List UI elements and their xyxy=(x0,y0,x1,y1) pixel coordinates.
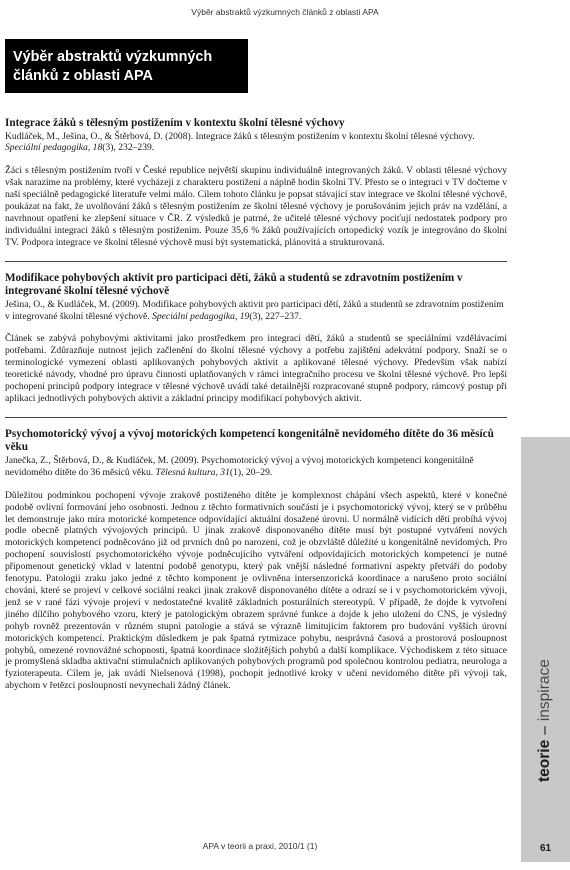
citation-authors: Janečka, Z., Štěrbová, D., & Kudláček, M. (2009). Psychomotorický vývoj a vývoj motorických kompetencí kongenitálně nevidomého dítěte do 36 měsíců věku. xyxy=(5,454,474,478)
citation-pages: (3), 232–239. xyxy=(102,142,155,154)
article-title: Psychomotorický vývoj a vývoj motorických kompetencí kongenitálně nevidomého dítěte do 36 měsíců věku xyxy=(5,427,494,454)
side-tab-word-teorie: teorie xyxy=(536,739,553,782)
article-abstract: Článek se zabývá pohybovými aktivitami jako prostředkem pro integraci dětí, žáků a studentů se speciálními vzdělávacími potřebami. Zdůrazňuje nutnost jejich začlenění do školní tělesné výchovy a potřebu zajištění adekvátní podpory. Snaží se o terminologické vymezení oblasti aplikovaných pohybových aktivit a aplikované tělesné výchovy. Především však nabízí teoretické návody, vhodné pro úpravu činností uplatňovaných v rámci integračního procesu ve školní tělesné výchově. Pro lepší pochopení principů podpory integrace v tělesné výchově uvádí také detailnější rozpracované stupně podpory, rámcový postup při aplikaci jednotlivých pohybových aktivit a základní principy modifikací pohybových aktivit. xyxy=(5,333,507,404)
section-title-box xyxy=(5,39,248,93)
article-citation xyxy=(5,299,507,323)
abstracts-content xyxy=(5,117,507,692)
citation-journal: Speciální pedagogika, 19 xyxy=(152,310,250,322)
running-header: Výběr abstraktů výzkumných článků z oblasti APA xyxy=(191,7,379,17)
citation-pages: (3), 227–237. xyxy=(249,310,302,322)
side-tab-label xyxy=(533,612,557,782)
side-tab-dash: – xyxy=(536,726,553,735)
citation-authors: Ješina, O., & Kudláček, M. (2009). Modifikace pohybových aktivit pro participaci dětí, žáků a studentů se zdravotním postižením v integrované školní tělesné výchově. xyxy=(5,298,504,322)
article-title: Modifikace pohybových aktivit pro participaci dětí, žáků a studentů se zdravotním postižením v integrované školní tělesné výchově xyxy=(5,271,463,298)
article-3 xyxy=(5,428,507,692)
article-abstract: Důležitou podmínkou pochopení vývoje zrakově postiženého dítěte je komplexnost chápání všech aspektů, které v konečné podobě ovlivní formování jeho osobnosti. Jednou z těchto formativních součástí je i psychomotorický vývoj, který se v průběhu let demonstruje jako míra motorické kompetence odpovídající aktuální dosažené úrovni. U normálně vidících dětí probíhá vývoj podle obecně platných vývojových principů. U jinak zrakově disponovaného dítěte musí být postupné vytváření nových motorických kompetencí podněcováno již od prvních dnů po narození, což je obzvláště důležité u kongenitálně nevidomých. Pro pochopení souvislostí psychomotorického vývoje podněcujícího vytváření odpovídajících motorických kompetencí je nutné připomenout genetický vklad v latentní podobě genotypu, který pak vnější následné formativní aspekty přetváří do podoby fenotypu. Patologii zraku jako jedné z těchto komponent je ovlivněna intersenzorická koordinace a narušeno proto sociální chování, které se projeví v celkové sociální reakci jinak zrakově disponovaného dítěte a odrazí se i v psychomotorickém vývoji, jenž se v rané fázi vývoje projeví v nedostatečné kvalitě základních posturálních stereotypů. V případě, že dojde k vytvoření jiného dílčího pohybového vzoru, který je patologickým obrazem správné funkce a dojde k jeho uložení do CNS, je výsledný pohyb rovněž prezentován v různém stupni patologie a stává se výrazně limitujícím faktorem pro budování vyšších úrovní motorických kompetencí. Praktickým důsledkem je pak špatná rytmizace pohybu, nesprávná časová a prostorová posloupnost pohybů, omezené rovnovážné schopnosti, špatná koordinace složitějších pohybů a další komplikace. Východiskem z této situace je promyšlená skladba aktivační stimulačních aplikovaných pohybových programů pod společnou kontrolou pediatra, neurologa a fyzioterapeuta. Cílem je, jak uvádí Nielsenová (1998), pochopit jednotlivé kroky v učení nevidomého dítěte při vývoji tak, abychom v řetězci posloupnosti nevynechali žádný článek. xyxy=(5,489,507,692)
citation-authors: Kudláček, M., Ješina, O., & Štěrbová, D. (2008). Integrace žáků s tělesným postižením v kontextu školní tělesné výchovy. xyxy=(5,130,475,142)
page-number: 61 xyxy=(521,836,570,862)
citation-pages: (1), 20–29. xyxy=(229,466,273,478)
article-citation xyxy=(5,131,507,155)
article-divider xyxy=(5,261,507,262)
article-title: Integrace žáků s tělesným postižením v kontextu školní tělesné výchovy xyxy=(5,117,345,129)
side-tab-word-inspirace: inspirace xyxy=(536,659,553,722)
citation-journal: Speciální pedagogika, 18 xyxy=(5,142,103,154)
article-citation xyxy=(5,455,507,479)
section-side-tab xyxy=(521,437,570,862)
footer: APA v teorii a praxi, 2010/1 (1) xyxy=(202,841,318,851)
citation-journal: Tělesná kultura, 31 xyxy=(155,466,230,478)
article-abstract: Žáci s tělesným postižením tvoří v České republice největší skupinu individuálně integrovaných žáků. V oblasti tělesné výchovy však narazíme na problémy, které vycházejí z charakteru postižení a náplně hodin školní TV. Přesto se o integraci v TV dočteme v naší speciálně pedagogické literatuře velmi málo. Cílem tohoto článku je popsat stávající stav integrace ve školní tělesné výchově, poukázat na fakt, že uvolňování žáků s tělesným postižením ze školní tělesné výchovy je porušováním jejich práv na vzdělání, a navrhnout opatření ke zlepšení situace v ČR. Z výsledků je patrné, že učitelé tělesné výchovy pociťují nedostatek podpory pro individuální integraci žáků s tělesným postižením. Pouze 35,6 % žáků používajících ortopedický vozík je integrováno do školní TV. Podpora integrace ve školní tělesné výchově musí být systematická, plánovitá a strukturovaná. xyxy=(5,165,507,248)
article-2 xyxy=(5,272,507,405)
article-1 xyxy=(5,117,507,249)
article-divider xyxy=(5,417,507,418)
section-title-line-2: článků z oblasti APA xyxy=(13,68,153,84)
section-title-line-1: Výběr abstraktů výzkumných xyxy=(13,49,213,65)
